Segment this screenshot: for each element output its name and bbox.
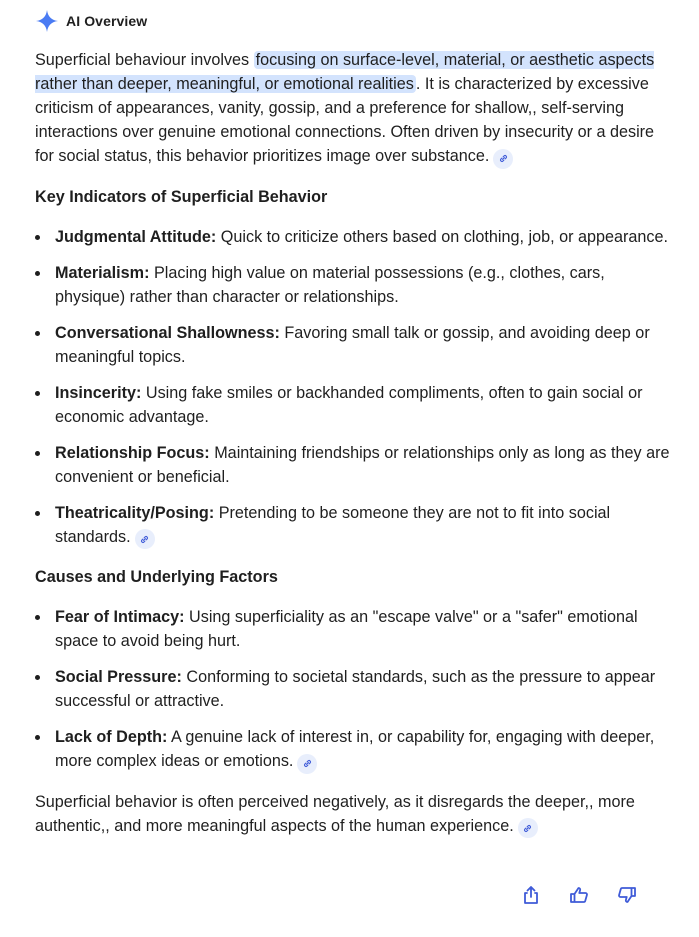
causes-list — [35, 605, 675, 774]
item-text: Using superficiality as an "escape valve" or a "safer" emotional space to avoid being hurt. — [55, 608, 638, 650]
list-item — [35, 381, 675, 429]
item-text: Favoring small talk or gossip, and avoiding deep or meaningful topics. — [55, 323, 650, 366]
share-icon — [521, 885, 541, 905]
header-title: AI Overview — [66, 13, 148, 29]
list-item — [35, 321, 675, 369]
section-heading-causes: Causes and Underlying Factors — [35, 568, 278, 586]
list-item — [35, 725, 675, 774]
intro-text-after: . It is characterized by excessive criticism of appearances, vanity, gossip, and a preference for shallow,, self-serving interactions over genuine emotional connections. Often driven by insecurity or a desire for social status, this behavior prioritizes image over substance. — [35, 75, 655, 165]
item-text: A genuine lack of interest in, or capability for, engaging with deeper, more complex ideas or emotions. — [55, 728, 655, 770]
thumbs-up-icon — [569, 885, 589, 905]
list-item — [35, 225, 675, 249]
thumbs-down-icon — [617, 885, 637, 905]
item-term: Fear of Intimacy: — [55, 608, 185, 626]
item-text: Pretending to be someone they are not to fit into social standards. — [55, 503, 611, 546]
intro-text: Superficial behaviour involves — [35, 51, 254, 69]
share-button[interactable] — [520, 884, 542, 906]
source-link-icon[interactable] — [135, 529, 155, 549]
item-term: Insincerity: — [55, 383, 142, 402]
thumbs-up-button[interactable] — [568, 884, 590, 906]
list-item — [35, 501, 675, 550]
item-term: Lack of Depth: — [55, 728, 168, 746]
source-link-icon[interactable] — [297, 754, 317, 774]
item-term: Conversational Shallowness: — [55, 323, 280, 342]
source-link-icon[interactable] — [518, 818, 538, 838]
list-item — [35, 261, 675, 309]
sparkle-icon — [35, 9, 59, 33]
item-text: Conforming to societal standards, such as the pressure to appear successful or attractive. — [55, 668, 656, 710]
item-term: Relationship Focus: — [55, 443, 210, 462]
list-item — [35, 665, 675, 713]
item-text: Placing high value on material possessions (e.g., clothes, cars, physique) rather than character or relationships. — [55, 263, 605, 306]
section-heading-indicators: Key Indicators of Superficial Behavior — [35, 187, 328, 206]
item-text: Maintaining friendships or relationships only as long as they are convenient or beneficial. — [55, 443, 670, 486]
feedback-actions — [520, 884, 638, 906]
intro-paragraph — [35, 48, 675, 169]
source-link-icon[interactable] — [493, 149, 513, 169]
indicators-list — [35, 225, 675, 550]
item-term: Theatricality/Posing: — [55, 503, 215, 522]
thumbs-down-button[interactable] — [616, 884, 638, 906]
overview-content — [35, 48, 675, 838]
highlighted-text[interactable]: focusing on surface-level, material, or aesthetic aspects rather than deeper, meaningful, or emotional realities — [35, 51, 655, 93]
conclusion-text: Superficial behavior is often perceived negatively, as it disregards the deeper,, more authentic,, and more meaningful aspects of the human experience. — [35, 792, 635, 835]
item-term: Materialism: — [55, 263, 150, 282]
item-text: Using fake smiles or backhanded compliments, often to gain social or economic advantage. — [55, 383, 643, 426]
ai-overview-header — [35, 9, 147, 33]
item-term: Social Pressure: — [55, 668, 182, 686]
item-term: Judgmental Attitude: — [55, 227, 217, 246]
list-item — [35, 441, 675, 489]
conclusion-paragraph — [35, 790, 675, 839]
item-text: Quick to criticize others based on clothing, job, or appearance. — [216, 227, 668, 246]
list-item — [35, 605, 675, 653]
